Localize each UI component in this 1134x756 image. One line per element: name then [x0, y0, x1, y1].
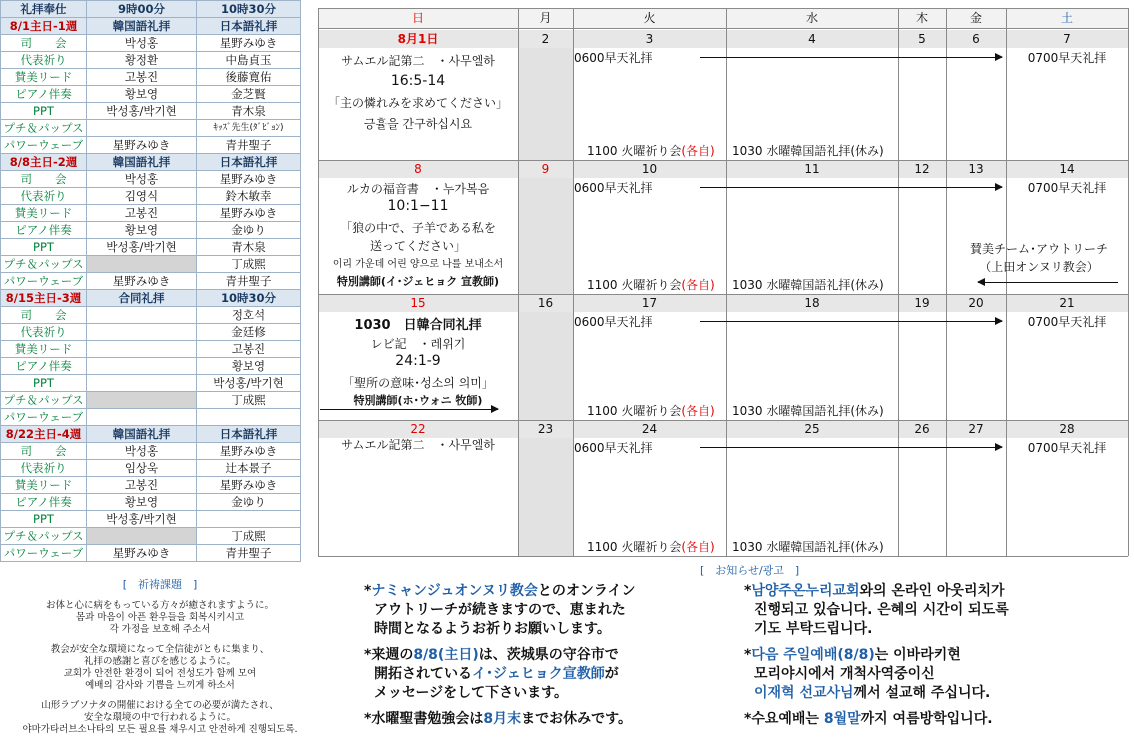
day-header: 木 [898, 8, 946, 28]
day-number: 23 [518, 420, 573, 438]
role-label: ピアノ伴奏 [1, 494, 87, 511]
arrow-right [700, 447, 1002, 448]
week-label: 8/15主日-3週 [1, 290, 87, 307]
roster-cell: 황보영 [87, 86, 197, 103]
roster-week-row [1, 290, 301, 307]
service-name: 韓国語礼拝 [87, 154, 197, 171]
roster-cell [197, 409, 301, 426]
day-number: 19 [898, 294, 946, 312]
day-header: 火 [573, 8, 726, 28]
arrow-right [320, 409, 498, 410]
ppt-jp-cell: 青木泉 [197, 239, 301, 256]
role-label: 司 会 [1, 307, 87, 324]
ppt-shared-cell: 박성홍/박기현 [87, 103, 197, 120]
roster-cell: 星野みゆき [197, 443, 301, 460]
roster-row [1, 358, 301, 375]
day-number: 15 [318, 294, 518, 312]
notice-title: [ お知らせ/광고 ] [700, 564, 800, 577]
roster-cell: ｷｯｽﾞ先生(ﾀﾞﾋﾞｮﾝ) [197, 120, 301, 137]
prayer-line: 예배의 감사와 기쁨을 느끼게 하소서 [85, 680, 235, 691]
sunday-text: 特別講師(イ･ジェヒョク 宣教師) [336, 275, 500, 288]
sunday-text: ルカの福音書 ・누가복음 [346, 182, 490, 196]
ppt-shared-cell: 박성홍/박기현 [87, 239, 197, 256]
role-label: PPT [1, 103, 87, 120]
day-number: 16 [518, 294, 573, 312]
prayer-line: 교회가 안전한 환경이 되어 전성도가 함께 모여 [63, 668, 257, 679]
week-label: 8/22主日-4週 [1, 426, 87, 443]
grid-line [318, 420, 1128, 421]
roster-row [1, 120, 301, 137]
dawn-prayer-sat: 0700早天礼拝 [1027, 441, 1107, 455]
grid-line [318, 160, 1128, 161]
roster-header-row [1, 1, 301, 18]
roster-cell: 後藤寛佑 [197, 69, 301, 86]
roster-row [1, 409, 301, 426]
sunday-text: 긍휼을 간구하십시요 [363, 117, 473, 131]
day-number: 9 [518, 160, 573, 178]
role-label: パワーウェーブ [1, 137, 87, 154]
roster-row [1, 392, 301, 409]
day-number: 27 [946, 420, 1006, 438]
role-label: ピアノ伴奏 [1, 86, 87, 103]
roster-row [1, 52, 301, 69]
tuesday-prayer-meeting: 1100 火曜祈り会(各自) [587, 144, 715, 158]
day-number: 21 [1006, 294, 1128, 312]
day-number: 3 [573, 30, 726, 48]
role-label: 代表祈り [1, 324, 87, 341]
sunday-text: 特別講師(ホ･ウォニ 牧師) [353, 394, 483, 407]
roster-week-row [1, 18, 301, 35]
sunday-text: 10:1−11 [387, 198, 449, 214]
roster-cell: 星野みゆき [87, 273, 197, 290]
notice-korean: *남양주온누리교회와의 온라인 아웃리치가 진행되고 있습니다. 은혜의 시간이 되도록 기도 부탁드립니다. *다음 주일예배(8/8)는 이바라키현 모리야시에서 개척사역중이신 이재혁 선교사님께서 설교해 주십니다. *수요예배는 8월말까지 여름방학입니다. [744, 583, 1009, 727]
roster-cell: 星野みゆき [87, 545, 197, 562]
outreach-place: （上田オンヌリ教会） [979, 260, 1099, 274]
dawn-prayer-sat: 0700早天礼拝 [1027, 315, 1107, 329]
tuesday-prayer-meeting: 1100 火曜祈り会(各自) [587, 278, 715, 292]
roster-cell: 星野みゆき [197, 205, 301, 222]
roster-row [1, 460, 301, 477]
roster-row [1, 205, 301, 222]
day-number: 13 [946, 160, 1006, 178]
sunday-text: サムエル記第二 ・사무엘하 [341, 438, 495, 452]
day-number: 28 [1006, 420, 1128, 438]
roster-cell: 星野みゆき [197, 477, 301, 494]
day-number: 17 [573, 294, 726, 312]
dawn-prayer-sat: 0700早天礼拝 [1027, 181, 1107, 195]
role-label: 賛美リード [1, 341, 87, 358]
wednesday-service: 1030 水曜韓国語礼拝(休み) [732, 278, 884, 292]
roster-row [1, 69, 301, 86]
sunday-text: サムエル記第二 ・사무엘하 [341, 54, 495, 68]
roster-row [1, 375, 301, 392]
roster-row [1, 443, 301, 460]
day-header: 土 [1006, 8, 1128, 28]
day-number: 7 [1006, 30, 1128, 48]
dawn-prayer-tue: 0600早天礼拝 [574, 441, 653, 455]
roster-row [1, 256, 301, 273]
wednesday-service: 1030 水曜韓国語礼拝(休み) [732, 144, 884, 158]
roster-cell [87, 120, 197, 137]
notice-japanese: *ナミャンジュオンヌリ教会とのオンライン アウトリーチが続きますので、恵まれた 時間となるようお祈りお願いします。 *来週の8/8(主日)は、茨城県の守谷市で 開拓されているイ･ジェヒョク宣教師が メッセージをして下さいます。 *水曜聖書勉強会は8月末までお休みです。 [364, 583, 636, 727]
roster-cell [87, 375, 197, 392]
grid-line [318, 294, 1128, 295]
service-name: 韓国語礼拝 [87, 18, 197, 35]
role-label: パワーウェーブ [1, 409, 87, 426]
roster-row [1, 86, 301, 103]
grid-line [318, 556, 1128, 557]
day-number: 6 [946, 30, 1006, 48]
monday-shade [518, 438, 573, 556]
roster-cell: 정호석 [197, 307, 301, 324]
day-number: 20 [946, 294, 1006, 312]
service-name: 日本語礼拝 [197, 154, 301, 171]
roster-row [1, 511, 301, 528]
roster-cell: 황정환 [87, 52, 197, 69]
day-number: 25 [726, 420, 898, 438]
role-label: プチ＆パップス [1, 392, 87, 409]
roster-cell [87, 392, 197, 409]
roster-cell: 고봉진 [87, 205, 197, 222]
roster-cell: 박성홍 [87, 35, 197, 52]
role-label: 代表祈り [1, 460, 87, 477]
day-header: 水 [726, 8, 898, 28]
day-header: 月 [518, 8, 573, 28]
roster-cell [87, 528, 197, 545]
role-label: ピアノ伴奏 [1, 222, 87, 239]
roster-row [1, 324, 301, 341]
role-label: 司 会 [1, 171, 87, 188]
roster-row [1, 273, 301, 290]
sunday-text: 「狼の中で、子羊である私を [340, 221, 496, 235]
dawn-prayer-tue: 0600早天礼拝 [574, 51, 653, 65]
calendar [318, 8, 1128, 556]
sunday-text: 이리 가운데 어린 양으로 나를 보내소서 [332, 259, 504, 270]
day-number: 10 [573, 160, 726, 178]
roster-row [1, 137, 301, 154]
roster-row [1, 35, 301, 52]
prayer-title: [ 祈祷課題 ] [122, 578, 198, 591]
monday-shade [518, 312, 573, 420]
week-label: 8/1主日-1週 [1, 18, 87, 35]
roster-row [1, 341, 301, 358]
prayer-line: 教会が安全な環境になって全信徒がともに集まり、 [50, 644, 270, 655]
role-label: 賛美リード [1, 69, 87, 86]
day-number: 5 [898, 30, 946, 48]
role-label: 司 会 [1, 443, 87, 460]
grid-line [318, 8, 1128, 9]
sunday-text: 送ってください」 [369, 239, 466, 253]
roster-row [1, 103, 301, 120]
day-header: 金 [946, 8, 1006, 28]
service-name: 合同礼拝 [87, 290, 197, 307]
role-label: プチ＆パップス [1, 256, 87, 273]
sunday-text: 「主の憐れみを求めてください」 [327, 96, 508, 110]
dawn-prayer-sat: 0700早天礼拝 [1027, 51, 1107, 65]
ppt-jp-cell [197, 511, 301, 528]
roster-cell [87, 307, 197, 324]
roster-cell: 박성홍 [87, 443, 197, 460]
role-label: パワーウェーブ [1, 273, 87, 290]
grid-line [1128, 8, 1129, 556]
roster-cell: 星野みゆき [197, 171, 301, 188]
wednesday-service: 1030 水曜韓国語礼拝(休み) [732, 404, 884, 418]
role-label: PPT [1, 239, 87, 256]
grid-line [318, 8, 319, 556]
roster-row [1, 545, 301, 562]
service-name: 10時30分 [197, 290, 301, 307]
roster-row [1, 239, 301, 256]
roster-row [1, 222, 301, 239]
monday-shade [518, 178, 573, 294]
roster-row [1, 188, 301, 205]
prayer-line: 山形ラブソナタの開催における全ての必要が満たされ、 [41, 700, 279, 711]
arrow-left [978, 282, 1118, 283]
ppt-jp-cell: 青木泉 [197, 103, 301, 120]
day-number: 8月1日 [318, 30, 518, 48]
day-number: 2 [518, 30, 573, 48]
wednesday-service: 1030 水曜韓国語礼拝(休み) [732, 540, 884, 554]
day-number: 4 [726, 30, 898, 48]
prayer-line: 安全な環境の中で行われるように。 [83, 712, 236, 723]
dawn-prayer-tue: 0600早天礼拝 [574, 181, 653, 195]
grid-line [318, 28, 1128, 29]
prayer-line: 야마가타러브소나타의 모든 필요를 채우시고 안전하게 진행되도록. [22, 724, 298, 735]
roster-cell: 황보영 [87, 222, 197, 239]
roster-cell: 青井聖子 [197, 273, 301, 290]
grid-line [518, 8, 519, 556]
prayer-line: 礼拝の感謝と喜びを感じるように。 [83, 656, 236, 667]
grid-line [898, 8, 899, 556]
tuesday-prayer-meeting: 1100 火曜祈り会(各自) [587, 540, 715, 554]
role-label: 賛美リード [1, 477, 87, 494]
roster-cell: 김영식 [87, 188, 197, 205]
day-number: 18 [726, 294, 898, 312]
roster-cell: 金廷修 [197, 324, 301, 341]
roster-cell: 青井聖子 [197, 545, 301, 562]
sunday-text: 「聖所の意味･성소의 의미」 [342, 376, 494, 390]
role-label: PPT [1, 375, 87, 392]
sunday-text: 24:1-9 [395, 353, 441, 369]
roster-cell: 鈴木敏幸 [197, 188, 301, 205]
roster-cell: 金ゆり [197, 494, 301, 511]
grid-line [726, 8, 727, 556]
service-name: 日本語礼拝 [197, 18, 301, 35]
roster-cell: 星野みゆき [87, 137, 197, 154]
roster-header-cell: 10時30分 [197, 1, 301, 18]
prayer-line: お体と心に病をもっている方々が癒されますように。 [45, 600, 274, 611]
role-label: パワーウェーブ [1, 545, 87, 562]
roster-cell: 中島貞玉 [197, 52, 301, 69]
prayer-line: 각 가정을 보호해 주소서 [109, 624, 211, 635]
roster-cell: 박성홍 [87, 171, 197, 188]
sunday-text: レビ記 ・레위기 [370, 337, 466, 351]
roster-cell: 金ゆり [197, 222, 301, 239]
roster-cell: 金芝賢 [197, 86, 301, 103]
arrow-right [700, 187, 1002, 188]
day-number: 14 [1006, 160, 1128, 178]
tuesday-prayer-meeting: 1100 火曜祈り会(各自) [587, 404, 715, 418]
role-label: 代表祈り [1, 52, 87, 69]
roster-cell [87, 358, 197, 375]
service-name: 韓国語礼拝 [87, 426, 197, 443]
roster-cell: 임상욱 [87, 460, 197, 477]
roster-row [1, 494, 301, 511]
roster-cell: 고봉진 [197, 341, 301, 358]
roster-week-row [1, 426, 301, 443]
highlight: ナミャンジュオンヌリ教会 [371, 583, 538, 599]
role-label: プチ＆パップス [1, 528, 87, 545]
roster-cell: 丁成熙 [197, 256, 301, 273]
prayer-line: 몸과 마음이 아픈 환우들을 회복시키시고 [75, 612, 245, 623]
day-number: 24 [573, 420, 726, 438]
day-number: 8 [318, 160, 518, 178]
roster-header-cell: 9時00分 [87, 1, 197, 18]
roster-cell: 青井聖子 [197, 137, 301, 154]
roster-row [1, 477, 301, 494]
ppt-shared-cell: 박성홍/박기현 [87, 511, 197, 528]
sunday-text: 1030 日韓合同礼拝 [354, 318, 482, 333]
roster-cell: 황보영 [87, 494, 197, 511]
day-number: 12 [898, 160, 946, 178]
roster-cell: 박성홍/박기현 [197, 375, 301, 392]
roster-cell [87, 256, 197, 273]
role-label: プチ＆パップス [1, 120, 87, 137]
roster-cell [87, 409, 197, 426]
week-label: 8/8主日-2週 [1, 154, 87, 171]
monday-shade [518, 48, 573, 160]
day-number: 26 [898, 420, 946, 438]
roster-cell: 丁成熙 [197, 528, 301, 545]
role-label: 代表祈り [1, 188, 87, 205]
day-number: 22 [318, 420, 518, 438]
role-label: 賛美リード [1, 205, 87, 222]
roster-cell: 辻本景子 [197, 460, 301, 477]
role-label: ピアノ伴奏 [1, 358, 87, 375]
roster-cell [87, 324, 197, 341]
sunday-text: 16:5-14 [390, 73, 446, 89]
roster-row [1, 171, 301, 188]
roster-cell [87, 341, 197, 358]
role-label: 司 会 [1, 35, 87, 52]
roster-cell: 星野みゆき [197, 35, 301, 52]
outreach-label: 賛美チーム･アウトリーチ [969, 242, 1108, 256]
dawn-prayer-tue: 0600早天礼拝 [574, 315, 653, 329]
service-name: 日本語礼拝 [197, 426, 301, 443]
roster-header-cell: 礼拝奉仕 [1, 1, 87, 18]
roster-cell: 丁成熙 [197, 392, 301, 409]
prayer-topics [6, 576, 314, 736]
day-number: 11 [726, 160, 898, 178]
service-roster-table [0, 0, 301, 562]
roster-cell: 고봉진 [87, 69, 197, 86]
arrow-right [700, 57, 1002, 58]
roster-row [1, 307, 301, 324]
arrow-right [700, 321, 1002, 322]
grid-line [946, 8, 947, 556]
roster-cell: 황보영 [197, 358, 301, 375]
roster-cell: 고봉진 [87, 477, 197, 494]
grid-line [573, 8, 574, 556]
day-header: 日 [318, 8, 518, 28]
roster-week-row [1, 154, 301, 171]
roster-row [1, 528, 301, 545]
role-label: PPT [1, 511, 87, 528]
